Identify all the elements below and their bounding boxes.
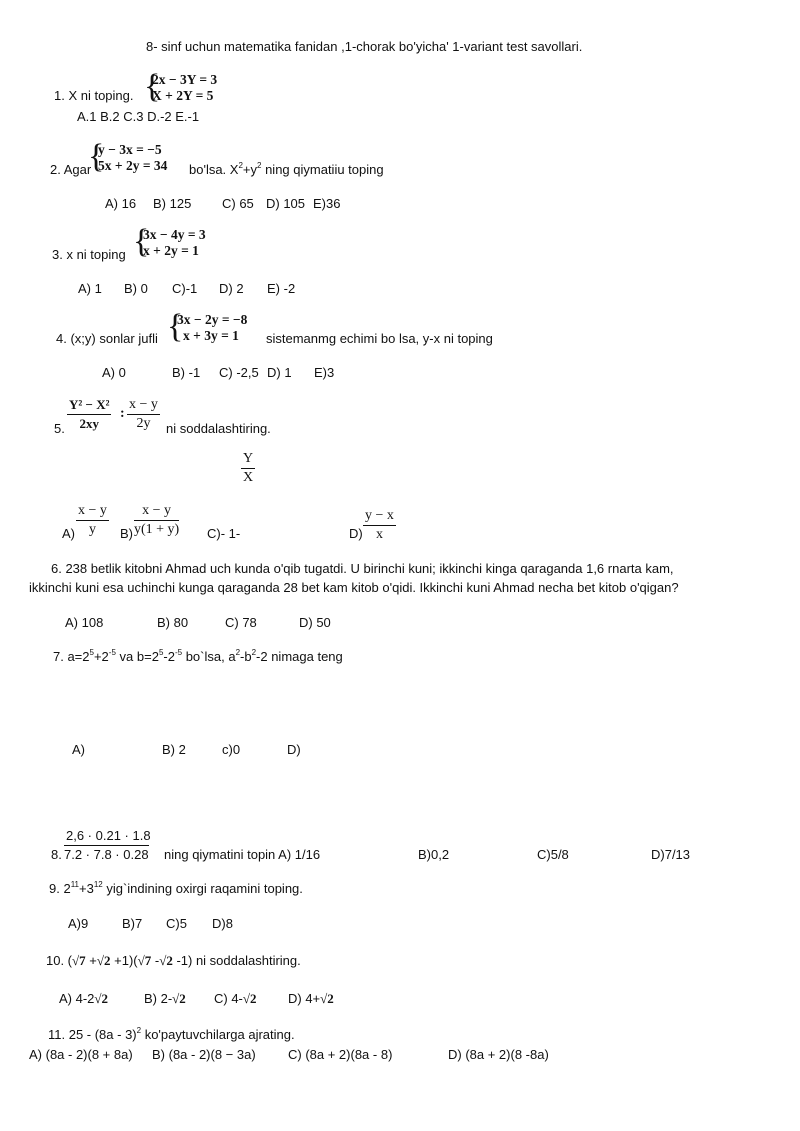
option-b: B) -1 xyxy=(172,365,201,380)
equation-2: x + 2y = 1 xyxy=(143,243,199,258)
equation-1: 3x − 2y = −8 xyxy=(177,312,248,327)
fraction-numerator: y − x xyxy=(363,508,396,526)
question-text: bo'lsa. $X^2+y^2$ ning qiymatiiu toping xyxy=(189,161,384,177)
division-sign: : xyxy=(120,406,125,421)
question-label: 8. xyxy=(51,847,62,862)
question-label: 1. X ni toping. xyxy=(54,88,134,103)
equation-2: 5x + 2y = 34 xyxy=(98,158,168,173)
question-text: sistemanmg echimi bo lsa, y-x ni toping xyxy=(266,331,493,346)
system-brace: { xyxy=(167,308,184,345)
option-e: E) -2 xyxy=(267,281,296,296)
equation-1: y − 3x = −5 xyxy=(98,142,162,157)
option-a: A) xyxy=(72,742,85,757)
option-d-fraction xyxy=(363,508,396,543)
fraction-denominator: 2xy xyxy=(79,416,99,431)
option-a: A) 4-2√2 xyxy=(59,991,109,1006)
option-c: C) -2,5 xyxy=(219,365,259,380)
fraction-denominator: 2y xyxy=(136,416,151,431)
question-line-1: 6. 238 betlik kitobni Ahmad uch kunda o'qib tugatdi. U birinchi kuni; ikkinchi kinga qaraganda 1,6 rnarta kam, xyxy=(51,561,674,576)
option-b: B) 0 xyxy=(124,281,148,296)
option-a: A) 16 xyxy=(105,196,137,211)
radical: √2 xyxy=(159,953,173,968)
question-text: 10. (√7 +√2 +1)(√7 -√2 -1) ni soddalashtiring. xyxy=(46,953,301,968)
fraction-denominator: x xyxy=(375,527,383,542)
option-d: D) 1 xyxy=(267,365,292,380)
question-line-2: ikkinchi kuni esa uchinchi kunga qaraganda 28 bet kam kitob o'qidi. Ikkinchi kuni Ahmad necha bet kitob o'qigan? xyxy=(29,580,679,595)
fraction-numerator: 2,6 · 0.21 · 1.8 xyxy=(66,828,151,843)
question-label: 5. xyxy=(54,421,65,436)
fraction-1 xyxy=(67,397,111,432)
question-text: 7. $a=2^5+2^{-5}$ va $b=2^5-2^{-5}$ bo`lsa, $a^2-b^2-2$ nimaga teng xyxy=(53,648,343,664)
option-c: C)- 1- xyxy=(207,526,241,541)
question-text: 9. $2^{11}+3^{12}$ yig`indining oxirgi raqamini toping. xyxy=(49,880,303,896)
question-label: 2. Agar xyxy=(50,162,92,177)
system-brace: { xyxy=(144,68,161,105)
equation-1: 3x − 4y = 3 xyxy=(143,227,206,242)
option-c: C)5/8 xyxy=(537,847,569,862)
option-b: B) 80 xyxy=(157,615,189,630)
option-d: D)8 xyxy=(212,916,233,931)
fraction-numerator: x − y xyxy=(127,397,160,415)
fraction-numerator: Y² − X² xyxy=(67,397,111,415)
option-c: c)0 xyxy=(222,742,241,757)
option-a: A)9 xyxy=(68,916,89,931)
option-b: B) 125 xyxy=(153,196,192,211)
option-e: E)3 xyxy=(314,365,335,380)
fraction-2 xyxy=(127,397,160,432)
option-d: D) 50 xyxy=(299,615,331,630)
option-b-label: B) xyxy=(120,526,133,541)
option-c: C) 78 xyxy=(225,615,257,630)
equation-2: X + 2Y = 5 xyxy=(152,88,214,103)
question-text: ning qiymatini topin A) 1/16 xyxy=(164,847,321,862)
radical: √7 xyxy=(72,953,86,968)
option-c: C) 4-√2 xyxy=(214,991,257,1006)
option-b: B) (8a - 2)(8 − 3a) xyxy=(152,1047,256,1062)
fraction-denominator: y(1 + y) xyxy=(134,522,180,537)
option-a: A) 1 xyxy=(78,281,102,296)
option-a: A) 0 xyxy=(102,365,126,380)
fraction-extra xyxy=(241,451,255,486)
option-b: B) 2-√2 xyxy=(144,991,186,1006)
equation-2: x + 3y = 1 xyxy=(183,328,239,343)
option-d: D) 105 xyxy=(266,196,306,211)
question-text: 11. 25 - (8a - 3)$^2$ ko'paytuvchilarga ajrating. xyxy=(48,1026,295,1042)
option-c: C)-1 xyxy=(172,281,198,296)
answer-options: A.1 B.2 C.3 D.-2 E.-1 xyxy=(77,109,200,124)
equation-1: 2x − 3Y = 3 xyxy=(152,72,218,87)
option-c: C) (8a + 2)(8a - 8) xyxy=(288,1047,393,1062)
option-e: E)36 xyxy=(313,196,341,211)
fraction-denominator: X xyxy=(243,470,254,485)
question-label: 3. x ni toping xyxy=(52,247,126,262)
page-title: 8- sinf uchun matematika fanidan ,1-chorak bo'yicha' 1-variant test savollari. xyxy=(146,39,583,54)
option-d: D) 2 xyxy=(219,281,244,296)
option-a: A) 108 xyxy=(65,615,104,630)
option-b: B)7 xyxy=(122,916,143,931)
option-d: D) (8a + 2)(8 -8a) xyxy=(448,1047,549,1062)
fraction-numerator: x − y xyxy=(134,503,179,521)
option-b: B) 2 xyxy=(162,742,186,757)
question-text: ni soddalashtiring. xyxy=(166,421,271,436)
option-b-fraction xyxy=(134,503,179,538)
radical: √7 xyxy=(137,953,152,968)
fraction-denominator: y xyxy=(88,522,96,537)
option-a: A) (8a - 2)(8 + 8a) xyxy=(29,1047,133,1062)
question-label: 4. (x;y) sonlar jufli xyxy=(56,331,158,346)
option-d: D) 4+√2 xyxy=(288,991,334,1006)
option-a-fraction xyxy=(76,503,109,538)
fraction-numerator: Y xyxy=(241,451,255,469)
option-c: C) 65 xyxy=(222,196,254,211)
option-c: C)5 xyxy=(166,916,187,931)
option-d: D) xyxy=(287,742,301,757)
option-d: D)7/13 xyxy=(651,847,691,862)
option-a-label: A) xyxy=(62,526,75,541)
system-brace: { xyxy=(88,138,105,175)
fraction-denominator: 7.2 · 7.8 · 0.28 xyxy=(64,847,149,862)
system-brace: { xyxy=(133,223,150,260)
radical: √2 xyxy=(96,953,111,968)
fraction-numerator: x − y xyxy=(76,503,109,521)
option-d-label: D) xyxy=(349,526,363,541)
option-b: B)0,2 xyxy=(418,847,450,862)
